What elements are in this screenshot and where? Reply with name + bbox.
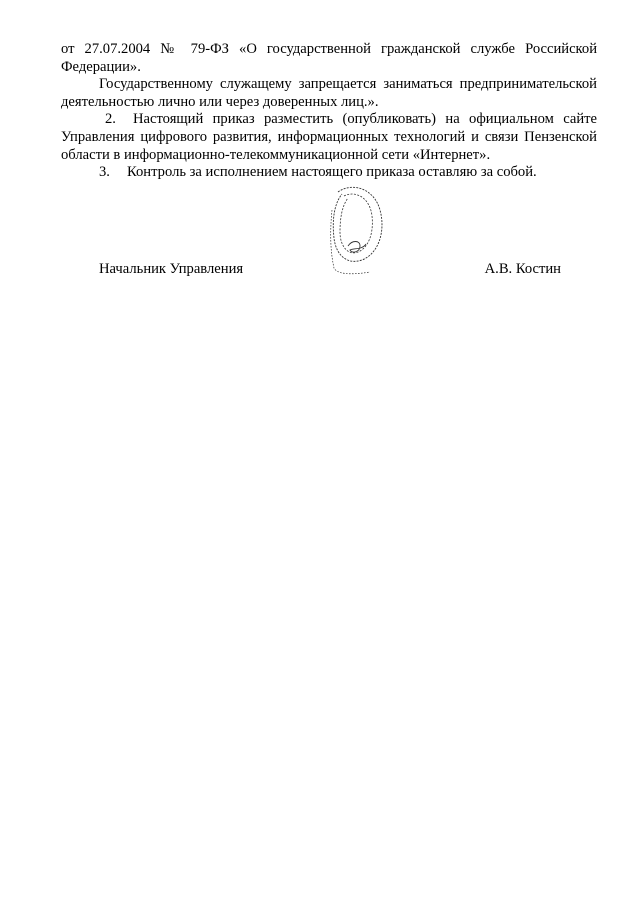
signature-block bbox=[99, 261, 561, 281]
document-body bbox=[61, 41, 597, 182]
law-reference-paragraph: от 27.07.2004 № 79-ФЗ «О государственной гражданской службе Российской Федерации». bbox=[61, 41, 597, 75]
item-2-paragraph bbox=[61, 111, 597, 164]
prohibition-paragraph: Государственному служащему запрещается заниматься предпринимательской деятельностью лично или через доверенных лиц.». bbox=[61, 76, 597, 110]
signatory-position: Начальник Управления bbox=[99, 261, 244, 277]
signatory-name: А.В. Костин bbox=[484, 261, 561, 277]
item-3-text: Контроль за исполнением настоящего приказа оставляю за собой. bbox=[127, 164, 537, 181]
item-2-text: Настоящий приказ разместить (опубликовать) на официальном сайте Управления цифрового развития, информационных технологий и связи Пензенской области в информационно-телекоммуникационной сети «Интернет». bbox=[61, 111, 597, 163]
item-3-number: 3. bbox=[99, 164, 110, 181]
item-2-number: 2. bbox=[105, 111, 116, 128]
